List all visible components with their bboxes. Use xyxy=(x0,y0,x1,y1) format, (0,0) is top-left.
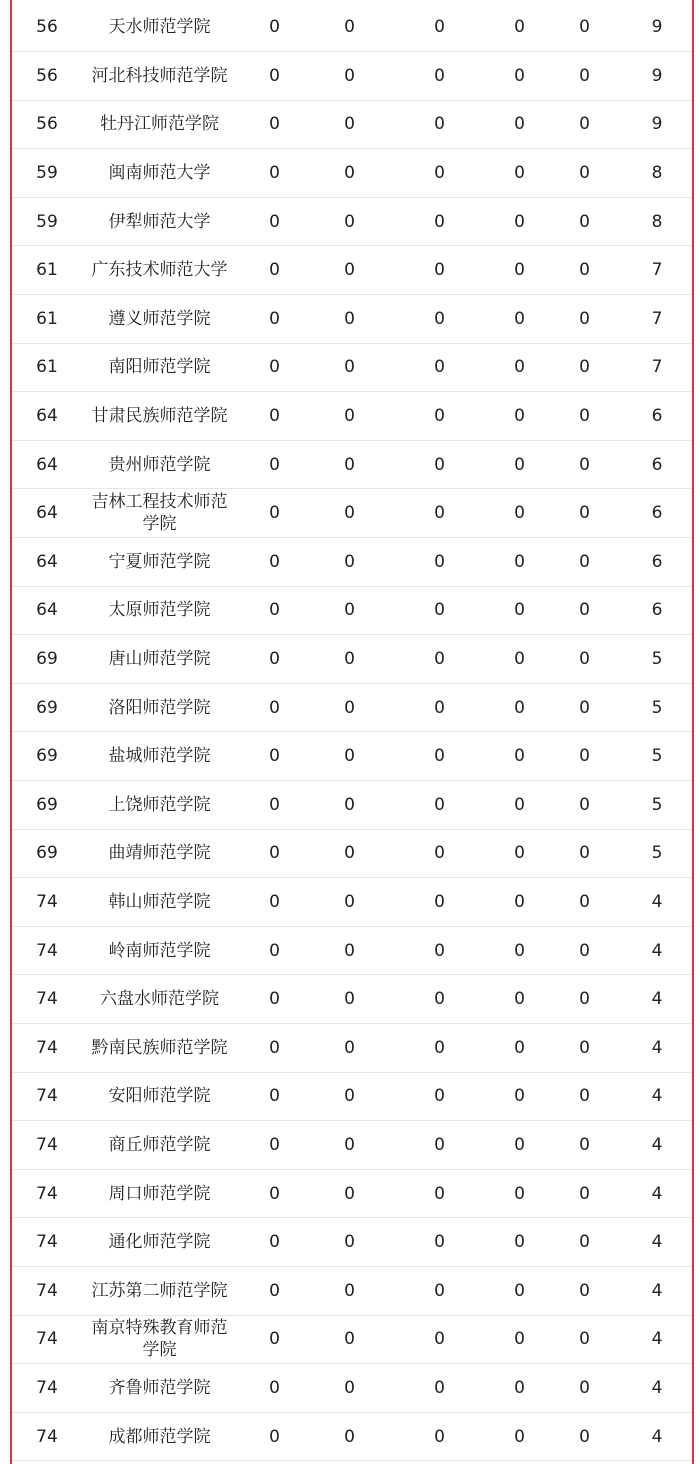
school-name-cell: 太原师范学院 xyxy=(82,586,237,635)
count-cell-2: 0 xyxy=(312,975,387,1024)
count-cell-3: 0 xyxy=(387,1072,492,1121)
count-cell-2: 0 xyxy=(312,1072,387,1121)
count-cell-4: 0 xyxy=(492,732,547,781)
count-cell-3: 0 xyxy=(387,1169,492,1218)
table-row xyxy=(12,100,692,149)
count-cell-3: 0 xyxy=(387,100,492,149)
count-cell-5: 0 xyxy=(547,52,622,101)
count-cell-5: 0 xyxy=(547,295,622,344)
count-cell-1: 0 xyxy=(237,732,312,781)
count-cell-2: 0 xyxy=(312,538,387,587)
table-row xyxy=(12,1218,692,1267)
count-cell-4: 0 xyxy=(492,586,547,635)
school-name-cell: 齐鲁师范学院 xyxy=(82,1364,237,1413)
count-cell-5: 0 xyxy=(547,1121,622,1170)
school-name-cell: 南京特殊教育师范学院 xyxy=(82,1315,237,1364)
count-cell-5: 0 xyxy=(547,1072,622,1121)
count-cell-2: 0 xyxy=(312,1315,387,1364)
count-cell-1: 0 xyxy=(237,586,312,635)
count-cell-1: 0 xyxy=(237,1072,312,1121)
count-cell-4: 0 xyxy=(492,392,547,441)
count-cell-3: 0 xyxy=(387,1121,492,1170)
school-name-cell: 吉林工程技术师范学院 xyxy=(82,489,237,538)
count-cell-4: 0 xyxy=(492,926,547,975)
count-cell-4: 0 xyxy=(492,683,547,732)
school-name-cell: 唐山师范学院 xyxy=(82,635,237,684)
count-cell-5: 0 xyxy=(547,246,622,295)
count-cell-2: 0 xyxy=(312,1266,387,1315)
count-cell-2: 0 xyxy=(312,440,387,489)
school-name-cell: 河北科技师范学院 xyxy=(82,52,237,101)
school-name-cell: 韩山师范学院 xyxy=(82,878,237,927)
count-cell-2: 0 xyxy=(312,1412,387,1461)
count-cell-2: 0 xyxy=(312,781,387,830)
school-name-cell: 江苏第二师范学院 xyxy=(82,1266,237,1315)
total-cell: 6 xyxy=(622,392,692,441)
count-cell-5: 0 xyxy=(547,3,622,52)
table-row xyxy=(12,683,692,732)
count-cell-4: 0 xyxy=(492,489,547,538)
count-cell-5: 0 xyxy=(547,683,622,732)
table-row xyxy=(12,1266,692,1315)
count-cell-2: 0 xyxy=(312,1364,387,1413)
count-cell-2: 0 xyxy=(312,635,387,684)
total-cell: 5 xyxy=(622,732,692,781)
count-cell-4: 0 xyxy=(492,440,547,489)
count-cell-1: 0 xyxy=(237,440,312,489)
count-cell-3: 0 xyxy=(387,197,492,246)
count-cell-4: 0 xyxy=(492,295,547,344)
rank-cell: 64 xyxy=(12,538,82,587)
count-cell-2: 0 xyxy=(312,683,387,732)
count-cell-3: 0 xyxy=(387,1023,492,1072)
total-cell: 4 xyxy=(622,1169,692,1218)
count-cell-2: 0 xyxy=(312,1169,387,1218)
table-row xyxy=(12,197,692,246)
rank-cell: 74 xyxy=(12,1218,82,1267)
count-cell-1: 0 xyxy=(237,1169,312,1218)
total-cell: 7 xyxy=(622,343,692,392)
table-row xyxy=(12,246,692,295)
count-cell-3: 0 xyxy=(387,149,492,198)
rank-cell: 59 xyxy=(12,149,82,198)
count-cell-3: 0 xyxy=(387,635,492,684)
count-cell-4: 0 xyxy=(492,1121,547,1170)
count-cell-3: 0 xyxy=(387,1412,492,1461)
count-cell-2: 0 xyxy=(312,246,387,295)
count-cell-1: 0 xyxy=(237,878,312,927)
school-name-cell: 洛阳师范学院 xyxy=(82,683,237,732)
rank-cell: 64 xyxy=(12,489,82,538)
table-row xyxy=(12,3,692,52)
rank-cell: 74 xyxy=(12,878,82,927)
table-row xyxy=(12,1023,692,1072)
count-cell-1: 0 xyxy=(237,295,312,344)
count-cell-3: 0 xyxy=(387,295,492,344)
table-row xyxy=(12,440,692,489)
count-cell-1: 0 xyxy=(237,829,312,878)
count-cell-3: 0 xyxy=(387,975,492,1024)
school-name-cell: 通化师范学院 xyxy=(82,1218,237,1267)
count-cell-4: 0 xyxy=(492,538,547,587)
total-cell: 9 xyxy=(622,3,692,52)
count-cell-1: 0 xyxy=(237,1315,312,1364)
total-cell: 6 xyxy=(622,538,692,587)
total-cell: 4 xyxy=(622,1315,692,1364)
count-cell-2: 0 xyxy=(312,1218,387,1267)
count-cell-1: 0 xyxy=(237,52,312,101)
count-cell-4: 0 xyxy=(492,878,547,927)
count-cell-1: 0 xyxy=(237,343,312,392)
total-cell: 7 xyxy=(622,246,692,295)
school-name-cell: 贵州师范学院 xyxy=(82,440,237,489)
table-row xyxy=(12,926,692,975)
school-name-cell: 广东技术师范大学 xyxy=(82,246,237,295)
count-cell-2: 0 xyxy=(312,926,387,975)
school-name-cell: 闽南师范大学 xyxy=(82,149,237,198)
table-row xyxy=(12,149,692,198)
count-cell-3: 0 xyxy=(387,829,492,878)
count-cell-5: 0 xyxy=(547,197,622,246)
table-row xyxy=(12,975,692,1024)
count-cell-1: 0 xyxy=(237,1412,312,1461)
total-cell: 4 xyxy=(622,1121,692,1170)
count-cell-4: 0 xyxy=(492,343,547,392)
school-name-cell: 天水师范学院 xyxy=(82,3,237,52)
total-cell: 4 xyxy=(622,878,692,927)
ranking-table-body xyxy=(12,3,692,1461)
total-cell: 4 xyxy=(622,926,692,975)
table-row xyxy=(12,732,692,781)
count-cell-1: 0 xyxy=(237,3,312,52)
count-cell-4: 0 xyxy=(492,1412,547,1461)
count-cell-5: 0 xyxy=(547,1169,622,1218)
rank-cell: 74 xyxy=(12,1121,82,1170)
count-cell-4: 0 xyxy=(492,52,547,101)
count-cell-5: 0 xyxy=(547,635,622,684)
total-cell: 4 xyxy=(622,1218,692,1267)
rank-cell: 64 xyxy=(12,440,82,489)
count-cell-3: 0 xyxy=(387,489,492,538)
count-cell-2: 0 xyxy=(312,197,387,246)
count-cell-5: 0 xyxy=(547,1364,622,1413)
table-row xyxy=(12,295,692,344)
count-cell-4: 0 xyxy=(492,1169,547,1218)
count-cell-3: 0 xyxy=(387,1364,492,1413)
count-cell-5: 0 xyxy=(547,878,622,927)
rank-cell: 61 xyxy=(12,295,82,344)
rank-cell: 69 xyxy=(12,829,82,878)
right-border-line xyxy=(692,0,694,1464)
school-name-cell: 盐城师范学院 xyxy=(82,732,237,781)
total-cell: 4 xyxy=(622,1364,692,1413)
rank-cell: 69 xyxy=(12,781,82,830)
count-cell-1: 0 xyxy=(237,1218,312,1267)
count-cell-2: 0 xyxy=(312,343,387,392)
total-cell: 4 xyxy=(622,1266,692,1315)
count-cell-3: 0 xyxy=(387,1218,492,1267)
total-cell: 5 xyxy=(622,781,692,830)
count-cell-4: 0 xyxy=(492,197,547,246)
count-cell-3: 0 xyxy=(387,1266,492,1315)
count-cell-2: 0 xyxy=(312,295,387,344)
table-row xyxy=(12,1072,692,1121)
total-cell: 6 xyxy=(622,440,692,489)
count-cell-4: 0 xyxy=(492,635,547,684)
count-cell-3: 0 xyxy=(387,1315,492,1364)
school-name-cell: 周口师范学院 xyxy=(82,1169,237,1218)
table-row xyxy=(12,392,692,441)
count-cell-2: 0 xyxy=(312,586,387,635)
table-row xyxy=(12,1364,692,1413)
school-name-cell: 安阳师范学院 xyxy=(82,1072,237,1121)
count-cell-2: 0 xyxy=(312,878,387,927)
school-name-cell: 伊犁师范大学 xyxy=(82,197,237,246)
table-row xyxy=(12,1169,692,1218)
count-cell-1: 0 xyxy=(237,635,312,684)
count-cell-2: 0 xyxy=(312,732,387,781)
table-row xyxy=(12,1315,692,1364)
count-cell-2: 0 xyxy=(312,1023,387,1072)
total-cell: 7 xyxy=(622,295,692,344)
count-cell-2: 0 xyxy=(312,3,387,52)
total-cell: 5 xyxy=(622,829,692,878)
rank-cell: 61 xyxy=(12,343,82,392)
count-cell-5: 0 xyxy=(547,1412,622,1461)
count-cell-1: 0 xyxy=(237,1121,312,1170)
school-name-cell: 甘肃民族师范学院 xyxy=(82,392,237,441)
count-cell-3: 0 xyxy=(387,538,492,587)
count-cell-3: 0 xyxy=(387,926,492,975)
rank-cell: 74 xyxy=(12,1072,82,1121)
count-cell-4: 0 xyxy=(492,1072,547,1121)
count-cell-2: 0 xyxy=(312,52,387,101)
count-cell-2: 0 xyxy=(312,1121,387,1170)
rank-cell: 69 xyxy=(12,683,82,732)
count-cell-1: 0 xyxy=(237,246,312,295)
count-cell-5: 0 xyxy=(547,538,622,587)
count-cell-5: 0 xyxy=(547,343,622,392)
count-cell-4: 0 xyxy=(492,100,547,149)
count-cell-1: 0 xyxy=(237,489,312,538)
table-row xyxy=(12,489,692,538)
count-cell-1: 0 xyxy=(237,538,312,587)
rank-cell: 74 xyxy=(12,1266,82,1315)
rank-cell: 56 xyxy=(12,52,82,101)
rank-cell: 74 xyxy=(12,1364,82,1413)
count-cell-1: 0 xyxy=(237,149,312,198)
count-cell-5: 0 xyxy=(547,392,622,441)
table-row xyxy=(12,781,692,830)
count-cell-4: 0 xyxy=(492,1364,547,1413)
school-name-cell: 六盘水师范学院 xyxy=(82,975,237,1024)
total-cell: 4 xyxy=(622,1023,692,1072)
rank-cell: 74 xyxy=(12,926,82,975)
count-cell-4: 0 xyxy=(492,781,547,830)
count-cell-3: 0 xyxy=(387,392,492,441)
school-name-cell: 宁夏师范学院 xyxy=(82,538,237,587)
school-name-cell: 牡丹江师范学院 xyxy=(82,100,237,149)
count-cell-5: 0 xyxy=(547,440,622,489)
count-cell-5: 0 xyxy=(547,781,622,830)
count-cell-5: 0 xyxy=(547,732,622,781)
count-cell-1: 0 xyxy=(237,683,312,732)
school-name-cell: 商丘师范学院 xyxy=(82,1121,237,1170)
total-cell: 5 xyxy=(622,635,692,684)
table-row xyxy=(12,1121,692,1170)
count-cell-3: 0 xyxy=(387,440,492,489)
count-cell-1: 0 xyxy=(237,100,312,149)
count-cell-1: 0 xyxy=(237,1266,312,1315)
count-cell-2: 0 xyxy=(312,100,387,149)
rank-cell: 74 xyxy=(12,1023,82,1072)
count-cell-1: 0 xyxy=(237,197,312,246)
count-cell-5: 0 xyxy=(547,149,622,198)
table-row xyxy=(12,1412,692,1461)
table-row xyxy=(12,878,692,927)
table-row xyxy=(12,635,692,684)
table-row xyxy=(12,538,692,587)
count-cell-2: 0 xyxy=(312,489,387,538)
count-cell-5: 0 xyxy=(547,586,622,635)
count-cell-5: 0 xyxy=(547,975,622,1024)
rank-cell: 74 xyxy=(12,1412,82,1461)
count-cell-3: 0 xyxy=(387,246,492,295)
count-cell-5: 0 xyxy=(547,1218,622,1267)
rank-cell: 59 xyxy=(12,197,82,246)
school-name-cell: 岭南师范学院 xyxy=(82,926,237,975)
total-cell: 8 xyxy=(622,149,692,198)
count-cell-5: 0 xyxy=(547,1266,622,1315)
rank-cell: 61 xyxy=(12,246,82,295)
school-name-cell: 曲靖师范学院 xyxy=(82,829,237,878)
rank-cell: 64 xyxy=(12,392,82,441)
total-cell: 4 xyxy=(622,1072,692,1121)
count-cell-1: 0 xyxy=(237,1364,312,1413)
total-cell: 4 xyxy=(622,1412,692,1461)
count-cell-5: 0 xyxy=(547,1023,622,1072)
count-cell-5: 0 xyxy=(547,926,622,975)
total-cell: 6 xyxy=(622,586,692,635)
total-cell: 5 xyxy=(622,683,692,732)
rank-cell: 56 xyxy=(12,3,82,52)
count-cell-4: 0 xyxy=(492,829,547,878)
total-cell: 4 xyxy=(622,975,692,1024)
rank-cell: 74 xyxy=(12,1315,82,1364)
count-cell-3: 0 xyxy=(387,732,492,781)
count-cell-3: 0 xyxy=(387,878,492,927)
count-cell-1: 0 xyxy=(237,975,312,1024)
count-cell-3: 0 xyxy=(387,781,492,830)
total-cell: 6 xyxy=(622,489,692,538)
school-name-cell: 遵义师范学院 xyxy=(82,295,237,344)
total-cell: 9 xyxy=(622,52,692,101)
count-cell-4: 0 xyxy=(492,975,547,1024)
rank-cell: 74 xyxy=(12,1169,82,1218)
count-cell-3: 0 xyxy=(387,343,492,392)
table-row xyxy=(12,586,692,635)
rank-cell: 74 xyxy=(12,975,82,1024)
count-cell-4: 0 xyxy=(492,3,547,52)
count-cell-3: 0 xyxy=(387,3,492,52)
total-cell: 8 xyxy=(622,197,692,246)
count-cell-2: 0 xyxy=(312,392,387,441)
count-cell-1: 0 xyxy=(237,392,312,441)
count-cell-4: 0 xyxy=(492,1315,547,1364)
count-cell-5: 0 xyxy=(547,489,622,538)
count-cell-5: 0 xyxy=(547,829,622,878)
count-cell-1: 0 xyxy=(237,1023,312,1072)
count-cell-4: 0 xyxy=(492,1023,547,1072)
count-cell-5: 0 xyxy=(547,100,622,149)
rank-cell: 64 xyxy=(12,586,82,635)
school-name-cell: 黔南民族师范学院 xyxy=(82,1023,237,1072)
count-cell-4: 0 xyxy=(492,246,547,295)
count-cell-3: 0 xyxy=(387,52,492,101)
rank-cell: 69 xyxy=(12,732,82,781)
rank-cell: 69 xyxy=(12,635,82,684)
count-cell-1: 0 xyxy=(237,781,312,830)
school-name-cell: 南阳师范学院 xyxy=(82,343,237,392)
rank-cell: 56 xyxy=(12,100,82,149)
school-name-cell: 上饶师范学院 xyxy=(82,781,237,830)
count-cell-4: 0 xyxy=(492,1266,547,1315)
count-cell-1: 0 xyxy=(237,926,312,975)
ranking-table xyxy=(12,3,692,1461)
count-cell-4: 0 xyxy=(492,149,547,198)
school-name-cell: 成都师范学院 xyxy=(82,1412,237,1461)
count-cell-5: 0 xyxy=(547,1315,622,1364)
count-cell-2: 0 xyxy=(312,829,387,878)
count-cell-2: 0 xyxy=(312,149,387,198)
table-row xyxy=(12,52,692,101)
count-cell-4: 0 xyxy=(492,1218,547,1267)
count-cell-3: 0 xyxy=(387,586,492,635)
table-row xyxy=(12,343,692,392)
table-row xyxy=(12,829,692,878)
count-cell-3: 0 xyxy=(387,683,492,732)
total-cell: 9 xyxy=(622,100,692,149)
